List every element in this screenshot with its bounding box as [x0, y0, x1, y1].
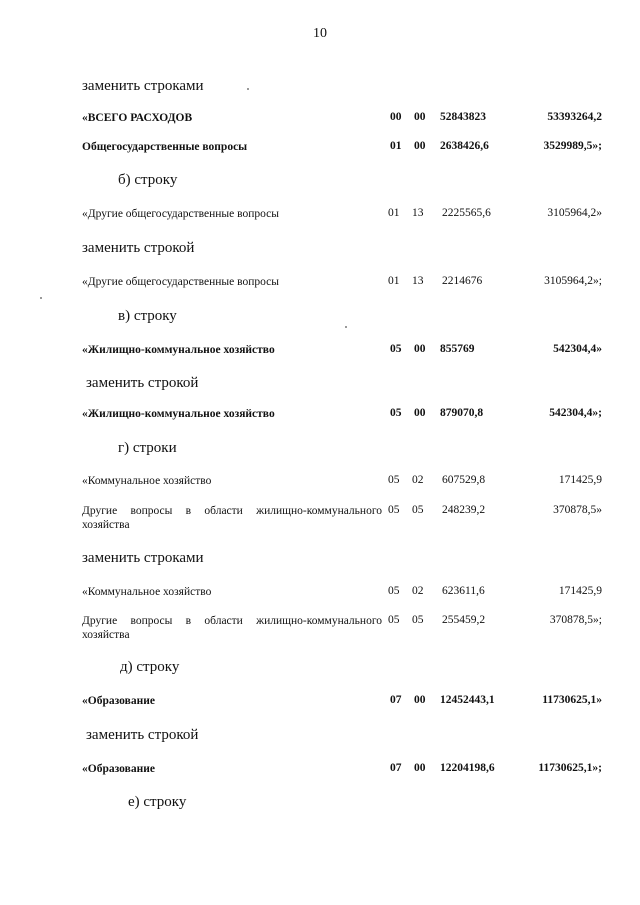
instruction-replace-line: заменить строкой	[86, 375, 199, 391]
table-row	[82, 504, 602, 534]
table-row	[82, 585, 602, 603]
row-subsection: 00	[414, 140, 426, 152]
row-section: 05	[388, 474, 400, 486]
row-section: 01	[390, 140, 402, 152]
row-section: 07	[390, 762, 402, 774]
row-name: «Другие общегосударственные вопросы	[82, 208, 279, 220]
row-subsection: 13	[412, 207, 424, 219]
table-row	[82, 275, 602, 293]
row-subsection: 02	[412, 474, 424, 486]
row-subsection: 00	[414, 343, 426, 355]
row-amount-1: 248239,2	[442, 504, 486, 516]
table-row	[82, 343, 602, 361]
instruction-v: в) строку	[118, 308, 177, 324]
scan-speck	[247, 88, 249, 90]
instruction-replace-line: заменить строкой	[86, 727, 199, 743]
row-section: 05	[388, 614, 400, 626]
row-amount-1: 607529,8	[442, 474, 486, 486]
row-amount-2: 542304,4»	[553, 343, 602, 355]
row-name: «Образование	[82, 695, 155, 707]
row-amount-2: 3105964,2»;	[544, 275, 602, 287]
row-subsection: 00	[414, 111, 426, 123]
row-name: «Образование	[82, 763, 155, 775]
row-amount-1: 623611,6	[442, 585, 485, 597]
row-section: 05	[390, 343, 402, 355]
table-row	[82, 474, 602, 492]
instruction-replace-lines: заменить строками	[82, 550, 204, 566]
row-subsection: 05	[412, 504, 424, 516]
row-amount-2: 11730625,1»;	[538, 762, 602, 774]
row-amount-1: 2214676	[442, 275, 483, 287]
row-name: «Коммунальное хозяйство	[82, 586, 212, 598]
instruction-replace-lines: заменить строками	[82, 78, 204, 94]
row-name: «Жилищно-коммунальное хозяйство	[82, 344, 275, 356]
row-amount-1: 52843823	[440, 111, 486, 123]
scan-speck	[345, 326, 347, 328]
row-amount-1: 2638426,6	[440, 140, 489, 152]
row-section: 00	[390, 111, 402, 123]
row-amount-2: 370878,5»	[553, 504, 602, 516]
instruction-g: г) строки	[118, 440, 177, 456]
row-subsection: 05	[412, 614, 424, 626]
instruction-e: е) строку	[128, 794, 187, 810]
row-section: 07	[390, 694, 402, 706]
row-name: Другие вопросы в области жилищно-коммунального хозяйства	[82, 615, 382, 641]
row-amount-2: 3529989,5»;	[543, 140, 602, 152]
row-subsection: 02	[412, 585, 424, 597]
row-amount-1: 855769	[440, 343, 475, 355]
row-amount-2: 171425,9	[558, 474, 602, 486]
row-amount-1: 12452443,1	[440, 694, 495, 706]
row-section: 01	[388, 207, 400, 219]
row-amount-1: 255459,2	[442, 614, 486, 626]
row-section: 05	[388, 585, 400, 597]
row-name: «ВСЕГО РАСХОДОВ	[82, 112, 193, 124]
row-name: Другие вопросы в области жилищно-коммунального хозяйства	[82, 505, 382, 531]
instruction-b: б) строку	[118, 172, 178, 188]
row-amount-2: 542304,4»;	[549, 407, 602, 419]
table-row	[82, 407, 602, 425]
scan-speck	[40, 297, 42, 299]
page-number: 10	[313, 26, 327, 41]
instruction-replace-line: заменить строкой	[82, 240, 195, 256]
row-name: «Жилищно-коммунальное хозяйство	[82, 408, 275, 420]
row-subsection: 13	[412, 275, 424, 287]
row-amount-1: 879070,8	[440, 407, 484, 419]
table-row	[82, 694, 602, 712]
row-name: «Другие общегосударственные вопросы	[82, 276, 279, 288]
row-section: 05	[390, 407, 402, 419]
table-row	[82, 614, 602, 644]
row-amount-2: 171425,9	[558, 585, 602, 597]
instruction-d: д) строку	[120, 659, 180, 675]
table-row	[82, 762, 602, 780]
row-amount-2: 53393264,2	[547, 111, 602, 123]
row-amount-1: 12204198,6	[440, 762, 495, 774]
table-row	[82, 140, 602, 158]
row-subsection: 00	[414, 407, 426, 419]
row-amount-2: 370878,5»;	[549, 614, 602, 626]
row-name: «Коммунальное хозяйство	[82, 475, 212, 487]
table-row	[82, 207, 602, 225]
row-subsection: 00	[414, 694, 426, 706]
row-section: 05	[388, 504, 400, 516]
row-amount-1: 2225565,6	[442, 207, 491, 219]
row-section: 01	[388, 275, 400, 287]
table-row	[82, 111, 602, 129]
row-amount-2: 3105964,2»	[547, 207, 602, 219]
row-subsection: 00	[414, 762, 426, 774]
row-amount-2: 11730625,1»	[542, 694, 602, 706]
row-name: Общегосударственные вопросы	[82, 141, 248, 153]
